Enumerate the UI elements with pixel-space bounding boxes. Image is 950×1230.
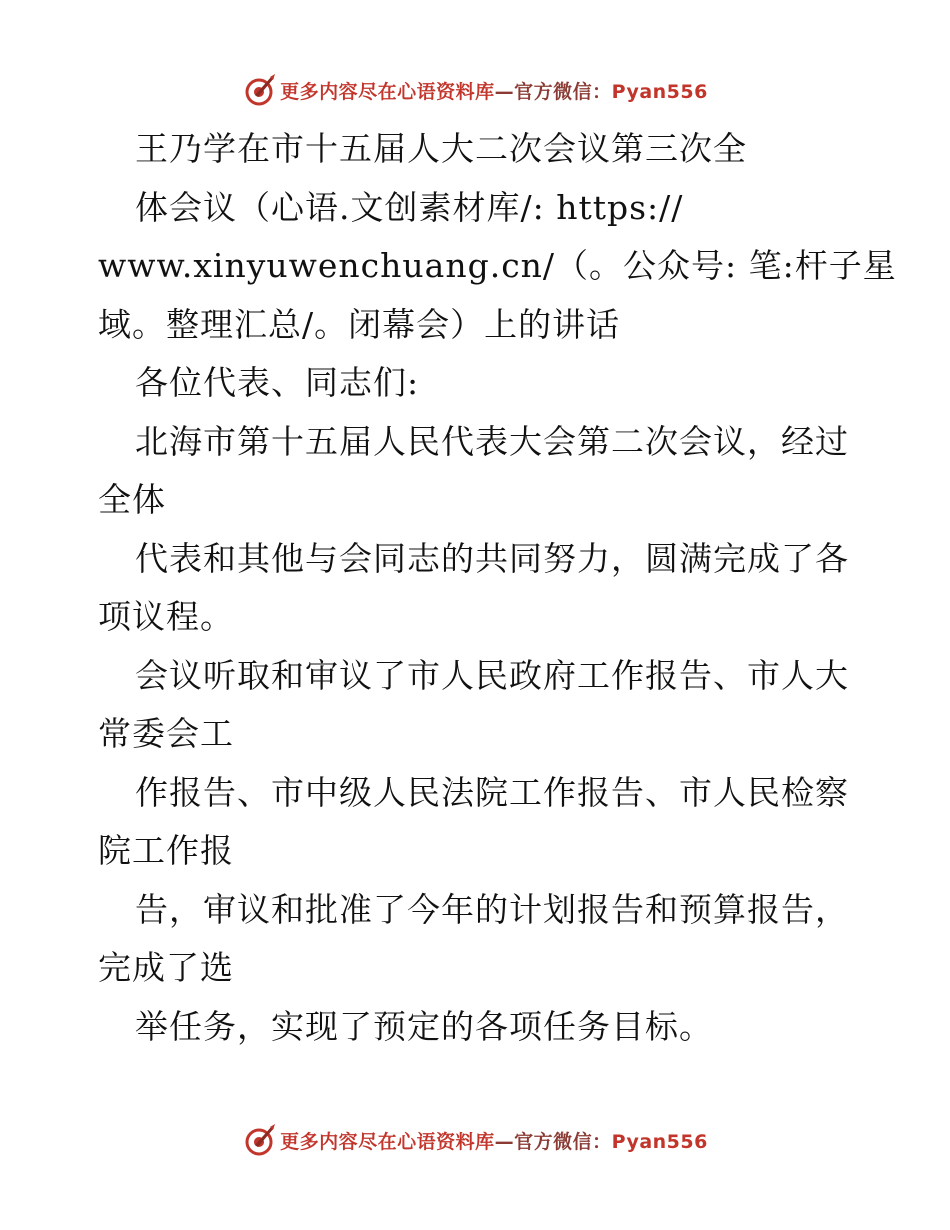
banner-wechat-label: 官方微信： [514,1130,612,1153]
paragraph-line: 完成了选 [98,948,234,987]
feather-pen-seal-icon [242,1123,276,1157]
salutation: 各位代表、同志们: [135,363,420,402]
title-line-2: 体会议（心语.文创素材库/: https:// [135,187,684,227]
header-banner [0,70,950,110]
paragraph-line: 常委会工 [98,714,234,753]
title-line-1: 王乃学在市十五届人大二次会议第三次全 [135,129,747,168]
footer-banner-text [280,1127,708,1154]
banner-dash: — [494,1130,515,1153]
banner-slogan: 更多内容尽在心语资料库 [280,80,495,103]
paragraph-line: 会议听取和审议了市人民政府工作报告、市人大 [135,655,849,695]
paragraph-line: 北海市第十五届人民代表大会第二次会议，经过 [135,421,849,461]
paragraph-line: 院工作报 [98,831,234,870]
paragraph-line: 项议程。 [98,597,234,636]
banner-wechat-id: Pyan556 [611,80,708,103]
paragraph-line: 举任务，实现了预定的各项任务目标。 [135,1006,713,1046]
banner-wechat-label: 官方微信： [514,80,612,103]
paragraph-line: 告，审议和批准了今年的计划报告和预算报告， [135,889,849,929]
header-banner-inner [242,73,708,107]
banner-slogan: 更多内容尽在心语资料库 [280,1130,495,1153]
title-line-4: 域。整理汇总/。闭幕会）上的讲话 [98,304,621,344]
banner-wechat-id: Pyan556 [611,1130,708,1153]
title-line-3: www.xinyuwenchuang.cn/（。公众号: 笔:杆子星 [98,246,897,285]
footer-banner-inner [242,1123,708,1157]
document-body [98,120,897,1056]
paragraph-line: 作报告、市中级人民法院工作报告、市人民检察 [135,772,849,812]
feather-pen-seal-icon [242,73,276,107]
banner-dash: — [494,80,515,103]
paragraph-line: 代表和其他与会同志的共同努力，圆满完成了各 [135,538,849,578]
paragraph-line: 全体 [98,480,166,519]
footer-banner [0,1120,950,1160]
header-banner-text [280,77,708,104]
